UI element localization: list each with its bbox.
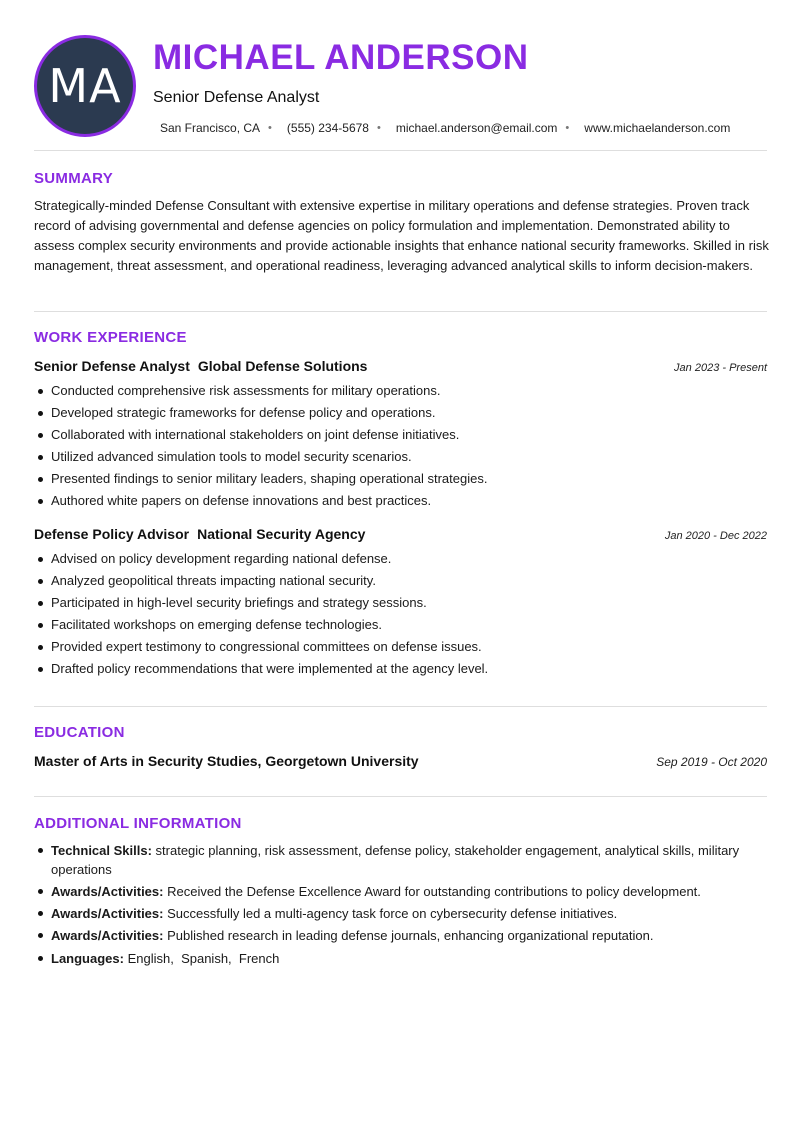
list-item: Drafted policy recommendations that were implemented at the agency level. [51,658,784,680]
job-company: Global Defense Solutions [197,358,368,374]
contact-line [160,121,730,135]
info-text: English, Spanish, French [127,951,280,966]
job-role: Defense Policy Advisor [34,526,190,542]
list-item: Authored white papers on defense innovations and best practices. [51,490,784,512]
job-dates: Jan 2023 - Present [674,362,767,374]
job-dates: Jan 2020 - Dec 2022 [664,530,767,542]
list-item: Advised on policy development regarding national defense. [51,548,784,570]
list-item: Participated in high-level security briefings and strategy sessions. [51,592,784,614]
list-item: Conducted comprehensive risk assessments for military operations. [51,380,784,402]
candidate-title: Senior Defense Analyst [153,89,320,106]
list-item: Collaborated with international stakeholders on joint defense initiatives. [51,424,784,446]
contact-separator: • [376,122,381,134]
list-item: Provided expert testimony to congressional committees on defense issues. [51,636,784,658]
job-title-line [34,526,365,542]
list-item [51,949,784,968]
list-item [51,841,784,879]
education-dates: Sep 2019 - Oct 2020 [656,755,767,769]
section-divider [34,311,767,312]
list-item [51,882,784,901]
job-role: Senior Defense Analyst [34,358,190,374]
section-divider [34,150,767,151]
list-item: Developed strategic frameworks for defense policy and operations. [51,402,784,424]
contact-separator: • [268,122,272,134]
info-label: Technical Skills: [51,843,152,858]
job-title-line [34,358,367,374]
info-label: Languages: [51,951,124,966]
avatar-initials: MA [48,59,122,113]
job-bullets [34,380,784,512]
info-label: Awards/Activities: [51,884,164,899]
list-item [51,926,784,945]
contact-email[interactable]: michael.anderson@email.com [395,121,558,135]
contact-website[interactable]: www.michaelanderson.com [584,121,731,135]
section-divider [34,706,767,707]
summary-heading: SUMMARY [34,170,114,187]
summary-text: Strategically-minded Defense Consultant with extensive expertise in military operations and defense strategies. Proven track record of advising governmental and defense agencies on policy formulation and implementation. Demonstrated ability to assess complex security environments and provide actionable insights that enhance national security frameworks. Skilled in risk management, threat assessment, and operational readiness, leveraging advanced analytical skills to inform decision-makers. [34,198,769,273]
education-heading: EDUCATION [34,724,125,741]
list-item [51,904,784,923]
list-item: Utilized advanced simulation tools to model security scenarios. [51,446,784,468]
info-text: Received the Defense Excellence Award for outstanding contributions to policy development. [167,884,701,899]
list-item: Facilitated workshops on emerging defense technologies. [51,614,784,636]
list-item: Analyzed geopolitical threats impacting national security. [51,570,784,592]
info-text: Successfully led a multi-agency task force on cybersecurity defense initiatives. [167,906,618,921]
info-label: Awards/Activities: [51,928,164,943]
job-company: National Security Agency [197,526,366,542]
section-divider [34,796,767,797]
contact-location: San Francisco, CA [160,121,261,135]
avatar [34,35,136,137]
contact-phone: (555) 234-5678 [286,121,369,135]
info-label: Awards/Activities: [51,906,164,921]
job-header [34,526,767,542]
candidate-name: MICHAEL ANDERSON [153,38,529,77]
contact-separator: • [565,122,570,134]
job-header [34,358,767,374]
info-text: Published research in leading defense journals, enhancing organizational reputation. [167,928,654,943]
list-item: Presented findings to senior military leaders, shaping operational strategies. [51,468,784,490]
additional-info-list [34,841,784,971]
info-text: strategic planning, risk assessment, defense policy, stakeholder engagement, analytical skills, military operations [51,843,740,877]
additional-info-heading: ADDITIONAL INFORMATION [34,815,242,832]
work-experience-heading: WORK EXPERIENCE [34,329,187,346]
job-bullets [34,548,784,680]
education-degree: Master of Arts in Security Studies, Georgetown University [34,753,419,769]
education-entry [34,753,767,769]
